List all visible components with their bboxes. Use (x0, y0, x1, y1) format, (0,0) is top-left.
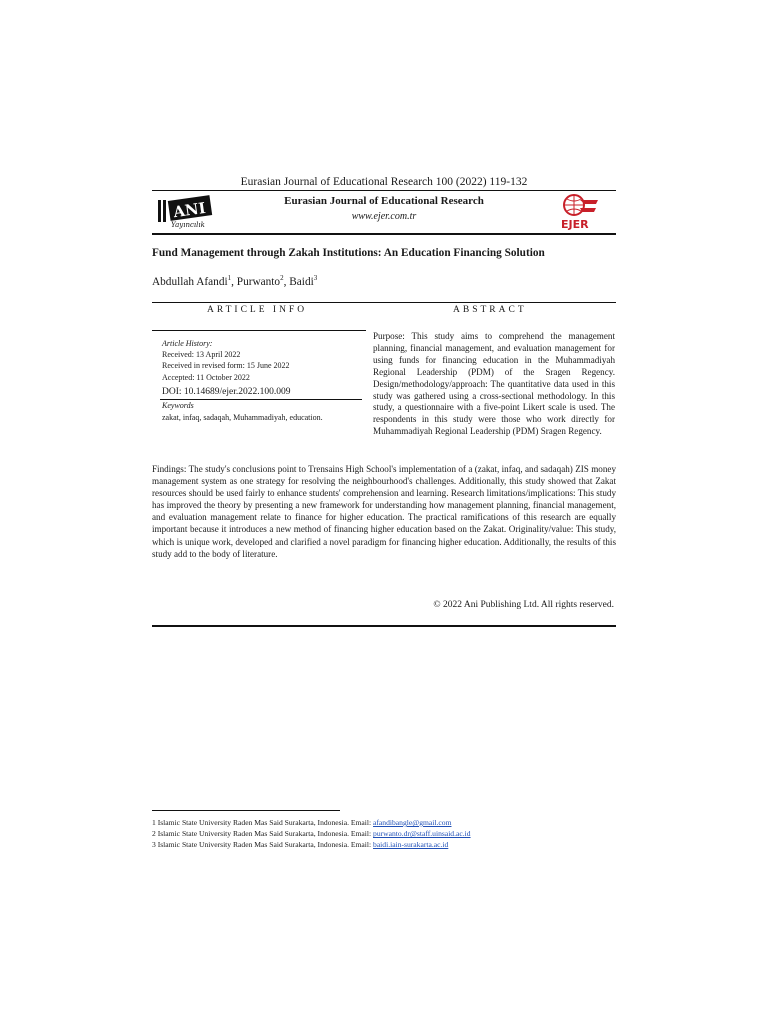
section-top-rule (152, 302, 616, 303)
footnote-email-link[interactable]: afandibangle@gmail.com (373, 818, 452, 827)
author-affiliation-mark: 3 (313, 274, 318, 282)
abstract-heading: ABSTRACT (453, 305, 527, 315)
journal-name: Eurasian Journal of Educational Research (284, 195, 484, 207)
paper-title: Fund Management through Zakah Institutions: An Education Financing Solution (152, 247, 545, 259)
abstract-column-text: Purpose: This study aims to comprehend the management planning, financial management, and evaluation management for using funds for financing education in the Muhammadiyah Regional Leadership (PDM) of the Sragen Regency. Design/methodology/approach: The quantitative data used in this study was gathered using a cross-sectional methodology. In this study, a questionnaire with a five-point Likert scale is used. The respondents in this study were those who work directly for Muhammadiyah Regional Leadership (PDM) Sragen Regency. (373, 331, 615, 437)
running-head: Eurasian Journal of Educational Research 100 (2022) 119-132 (240, 176, 528, 188)
footnote-item (152, 839, 622, 850)
ejer-logo (558, 192, 604, 230)
author-affiliation-mark: 1 (227, 274, 232, 282)
header-top-rule (152, 190, 616, 191)
footnote-affiliation: 1 Islamic State University Raden Mas Said Surakarta, Indonesia. Email: (152, 818, 374, 827)
footnotes (152, 817, 622, 851)
keywords-label: Keywords (162, 401, 194, 410)
footnote-item (152, 817, 622, 828)
article-info-heading: ARTICLE INFO (207, 305, 308, 315)
article-info-rule (152, 330, 366, 331)
history-label: Article History: (162, 339, 213, 348)
author-name: Purwanto (236, 275, 281, 288)
author-separator: , (231, 275, 237, 288)
logo-ani-subtext: Yayıncılık (171, 221, 205, 229)
author-list (152, 274, 317, 288)
copyright-notice: © 2022 Ani Publishing Ltd. All rights reserved. (433, 600, 614, 610)
journal-url[interactable]: www.ejer.com.tr (351, 211, 417, 222)
accepted-date: Accepted: 11 October 2022 (162, 372, 250, 382)
footnote-rule (152, 810, 340, 811)
abstract-bottom-rule (152, 625, 616, 627)
revised-date: Received in revised form: 15 June 2022 (162, 361, 290, 371)
keywords-list: zakat, infaq, sadaqah, Muhammadiyah, education. (162, 413, 323, 422)
received-date: Received: 13 April 2022 (162, 350, 241, 360)
header-bottom-rule (152, 233, 616, 235)
footnote-affiliation: 3 Islamic State University Raden Mas Said Surakarta, Indonesia. Email: (152, 840, 374, 850)
logo-ani-text: ANI (172, 198, 207, 222)
footnote-email-link[interactable]: baidi.iain-surakarta.ac.id (373, 840, 449, 850)
author-affiliation-mark: 2 (280, 274, 284, 282)
author-name: Baidi (289, 275, 314, 288)
author-separator: , (283, 275, 290, 288)
footnote-item (152, 828, 622, 839)
abstract-full-width-text: Findings: The study's conclusions point to Trensains High School's implementation of a (zakat, infaq, and sadaqah) ZIS money management system as one strategy for resolving the neighbourhood's challenges. Additionally, this study showed that Zakat resources should be used fairly to enhance students' comprehension and learning. Research limitations/implications: This study has improved the theory by presenting a new framework for understanding how management planning, financial management, and evaluation management relate to finance for higher education. The practical ramifications of this research are equally important because it introduces a new method of financing higher education based on the Zakat. Originality/value: This study, which is unique work, developed and clarified a novel paradigm for financing higher education. Additionally, the results of this study add to the body of literature. (152, 464, 616, 559)
logo-ejer-text: EJER (561, 218, 589, 230)
author-name: Abdullah Afandi (152, 275, 228, 288)
doi-rule (160, 399, 362, 400)
footnote-email-link[interactable]: purwanto.dr@staff.uinsaid.ac.id (373, 829, 471, 839)
footnote-affiliation: 2 Islamic State University Raden Mas Said Surakarta, Indonesia. Email: (152, 829, 374, 839)
article-history (162, 338, 362, 383)
doi[interactable]: DOI: 10.14689/ejer.2022.100.009 (162, 387, 291, 397)
